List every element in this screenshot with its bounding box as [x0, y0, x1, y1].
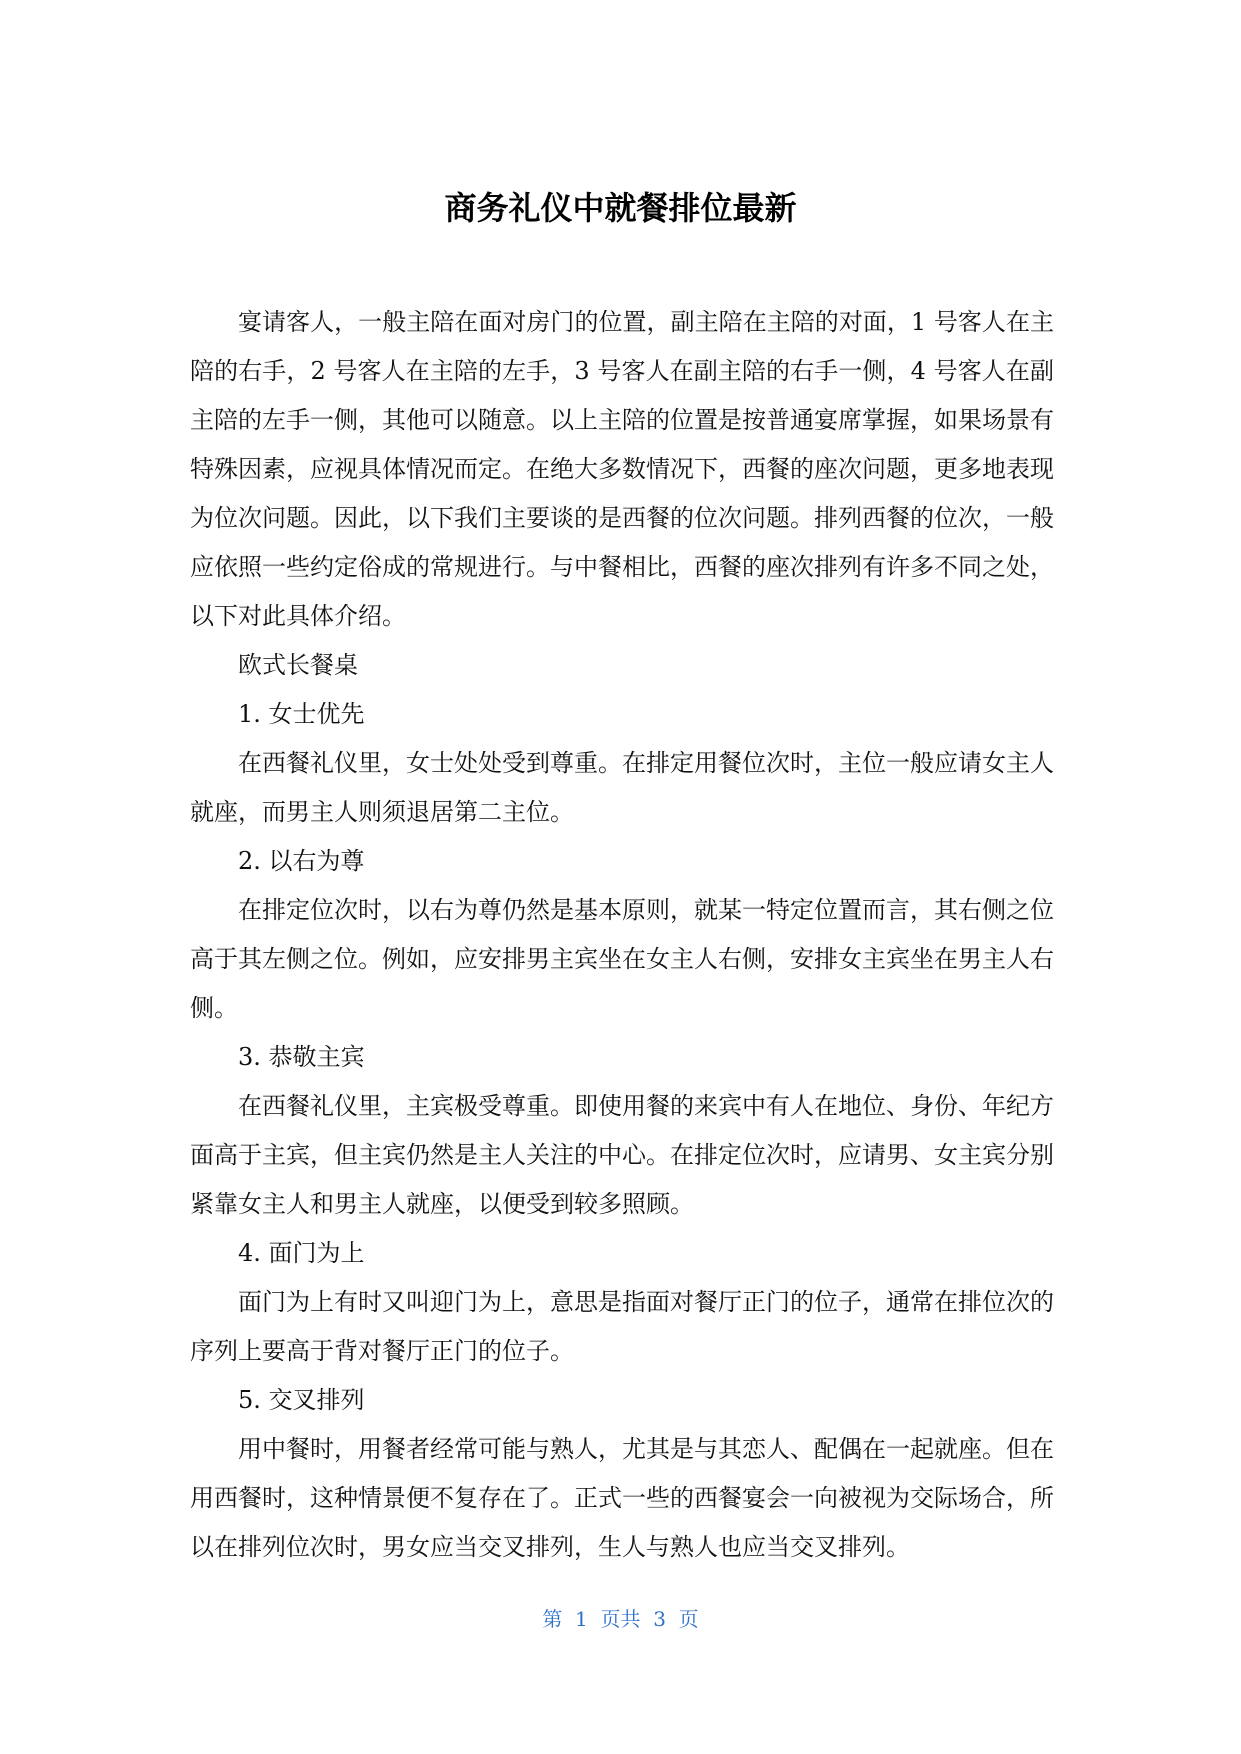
rule-heading-facing-door: 4. 面门为上 [238, 1239, 365, 1267]
paragraph-respect-guest: 在西餐礼仪里，主宾极受尊重。即使用餐的来宾中有人在地位、身份、年纪方面高于主宾，但主宾仍然是主人关注的中心。在排定位次时，应请男、女主宾分别紧靠女主人和男主人就座，以便受到较多照顾。 [190, 1092, 1054, 1218]
section-heading-european-table: 欧式长餐桌 [238, 651, 358, 679]
paragraph-intro: 宴请客人，一般主陪在面对房门的位置，副主陪在主陪的对面，1 号客人在主陪的右手，2 号客人在主陪的左手，3 号客人在副主陪的右手一侧，4 号客人在副主陪的左手一侧，其他可以随意。以上主陪的位置是按普通宴席掌握，如果场景有特殊因素，应视具体情况而定。在绝大多数情况下，西餐的座次问题，更多地表现为位次问题。因此，以下我们主要谈的是西餐的位次问题。排列西餐的位次，一般应依照一些约定俗成的常规进行。与中餐相比，西餐的座次排列有许多不同之处，以下对此具体介绍。 [190, 308, 1054, 630]
paragraph-cross-arrangement: 用中餐时，用餐者经常可能与熟人，尤其是与其恋人、配偶在一起就座。但在用西餐时，这种情景便不复存在了。正式一些的西餐宴会一向被视为交际场合，所以在排列位次时，男女应当交叉排列，生人与熟人也应当交叉排列。 [190, 1435, 1054, 1561]
document-title: 商务礼仪中就餐排位最新 [444, 189, 797, 227]
paragraph-right-honored: 在排定位次时，以右为尊仍然是基本原则，就某一特定位置而言，其右侧之位高于其左侧之位。例如，应安排男主宾坐在女主人右侧，安排女主宾坐在男主人右侧。 [190, 896, 1054, 1022]
paragraph-facing-door: 面门为上有时又叫迎门为上，意思是指面对餐厅正门的位子，通常在排位次的序列上要高于背对餐厅正门的位子。 [190, 1288, 1054, 1365]
rule-heading-cross-arrangement: 5. 交叉排列 [238, 1386, 365, 1414]
rule-heading-respect-guest: 3. 恭敬主宾 [238, 1043, 365, 1071]
rule-heading-right-honored: 2. 以右为尊 [238, 847, 365, 875]
rule-heading-ladies-first: 1. 女士优先 [238, 700, 365, 728]
paragraph-ladies-first: 在西餐礼仪里，女士处处受到尊重。在排定用餐位次时，主位一般应请女主人就座，而男主人则须退居第二主位。 [190, 749, 1054, 826]
document-body [190, 298, 1054, 1572]
page-number-footer: 第 1 页共 3 页 [542, 1607, 699, 1631]
